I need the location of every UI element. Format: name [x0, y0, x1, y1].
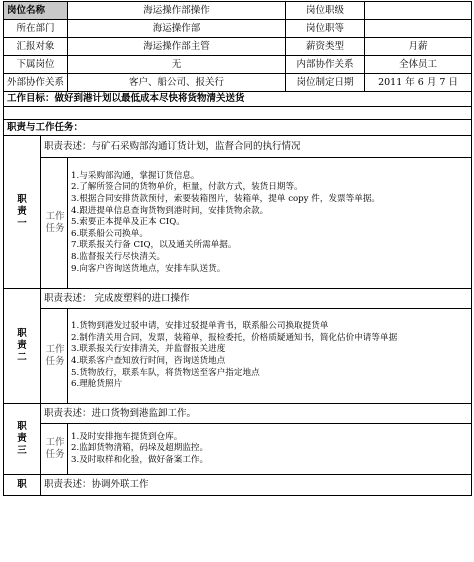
- duty-2-task: 1.货物到港发过驳申请，安排过驳提单背书，联系船公司换取提货单: [71, 321, 329, 332]
- value-subordinate: 无: [68, 56, 286, 74]
- info-row-department: [4, 20, 472, 38]
- duty-3-task: 1.及时安排拖车提货到仓库。: [71, 431, 183, 442]
- duty-1-task-list: [68, 158, 472, 289]
- duty-3-label: [4, 404, 41, 475]
- duty-2-desc-row: [4, 289, 472, 309]
- duty-2-task-label: [41, 309, 68, 404]
- duty-2-task: 6.理舱货照片: [71, 379, 123, 390]
- duty-2-label: [4, 289, 41, 404]
- duty-1-desc-row: [4, 136, 472, 158]
- duty-1-task: 2.了解所签合同的货物单价，柜量，付款方式，装货日期等。: [71, 182, 303, 193]
- label-internal-relations: 内部协作关系: [286, 56, 365, 74]
- info-row-report: [4, 38, 472, 56]
- work-goal: 工作目标：做好到港计划以最低成本尽快将货物清关送货: [4, 92, 472, 107]
- duty-3-task: 2.监卸货物清箱，码垛及超期监控。: [71, 443, 209, 454]
- value-external-relations: 客户、船公司、报关行: [68, 74, 286, 92]
- duty-4-desc: 职责表述：协调外联工作: [41, 475, 472, 496]
- duty-1-task: 1.与采购部沟通，掌握订货信息。: [71, 170, 200, 181]
- duty-2-task: 4.联系客户查知放行时间，咨询送货地点: [71, 356, 226, 366]
- duty-4-label: 职: [4, 475, 41, 496]
- duty-2-task: 2.制作清关用合同，发票，装箱单，报检委托，价格质疑通知书，简化估价申请等单据: [71, 332, 398, 343]
- duty-2-label-text: 职责二: [17, 328, 27, 363]
- duty-3-task-label: [41, 424, 68, 475]
- spacer-row: [4, 107, 472, 120]
- label-salary-type: 薪资类型: [286, 38, 365, 56]
- duty-2-task: 5.货物放行，联系车队，将货物送至客户指定地点: [71, 367, 260, 378]
- duty-3-tasks-row: [4, 424, 472, 475]
- label-position-name: 岗位名称: [4, 2, 68, 20]
- duty-1-task: 9.向客户咨询送货地点，安排车队送货。: [71, 263, 226, 274]
- label-position-level: 岗位职级: [286, 2, 365, 20]
- info-row-subordinate: [4, 56, 472, 74]
- label-position-grade: 岗位职等: [286, 20, 365, 38]
- value-position-name: 海运操作部操作: [68, 2, 286, 20]
- label-established-date: 岗位制定日期: [286, 74, 365, 92]
- duty-1-task-label: [41, 158, 68, 289]
- value-position-grade: [365, 20, 472, 38]
- job-description-table: [3, 1, 472, 496]
- duty-1-task: 5.索要正本提单及正本 CIQ。: [71, 217, 185, 228]
- duty-3-task-label-text: 工作任务: [45, 437, 65, 460]
- label-external-relations: 外部协作关系: [4, 74, 68, 92]
- duty-2-desc: 职责表述： 完成废塑料的进口操作: [41, 289, 472, 309]
- duty-1-task: 3.根据合同安排货款预付，索要装箱图片，装箱单，提单 copy 件，发票等单据。: [71, 194, 381, 205]
- duty-3-task-list: [68, 424, 472, 475]
- duty-2-task: 3.联系报关行安排清关，并监督报关进度: [71, 344, 226, 355]
- label-department: 所在部门: [4, 20, 68, 38]
- label-report-to: 汇报对象: [4, 38, 68, 56]
- value-salary-type: 月薪: [365, 38, 472, 56]
- duty-2-task-label-text: 工作任务: [45, 344, 65, 367]
- spacer-cell: [4, 107, 472, 120]
- duty-1-task: 7.联系报关行备 CIQ，以及通关所需单据。: [71, 240, 237, 251]
- duties-header-row: [4, 120, 472, 136]
- goal-row: [4, 92, 472, 107]
- duty-1-desc: 职责表述：与矿石采购部沟通订货计划，监督合同的执行情况: [41, 136, 472, 158]
- value-established-date: 2011 年 6 月 7 日: [365, 74, 472, 92]
- duty-3-desc: 职责表述：进口货物到港监卸工作。: [41, 404, 472, 424]
- duty-1-label-text: 职责一: [17, 194, 27, 229]
- value-department: 海运操作部: [68, 20, 286, 38]
- duty-3-label-text: 职责三: [17, 421, 27, 456]
- info-row-position: [4, 2, 472, 20]
- label-subordinate: 下属岗位: [4, 56, 68, 74]
- duty-2-tasks-row: [4, 309, 472, 404]
- duty-3-task: 3.及时取样和化验，做好备案工作。: [71, 454, 209, 465]
- duty-1-task: 4.跟进提单信息查询货物到港时间，安排货物余款。: [71, 205, 269, 216]
- duty-1-label: [4, 136, 41, 289]
- duty-1-task-label-text: 工作任务: [45, 211, 65, 234]
- info-row-external: [4, 74, 472, 92]
- value-position-level: [365, 2, 472, 20]
- duty-1-task: 8.监督报关行尽快清关。: [71, 251, 166, 262]
- duties-header: 职责与工作任务：: [4, 120, 472, 136]
- value-internal-relations: 全体员工: [365, 56, 472, 74]
- duty-4-desc-row: [4, 475, 472, 496]
- value-report-to: 海运操作部主管: [68, 38, 286, 56]
- duty-1-tasks-row: [4, 158, 472, 289]
- duty-2-task-list: [68, 309, 472, 404]
- duty-1-task: 6.联系船公司换单。: [71, 228, 148, 239]
- duty-3-desc-row: [4, 404, 472, 424]
